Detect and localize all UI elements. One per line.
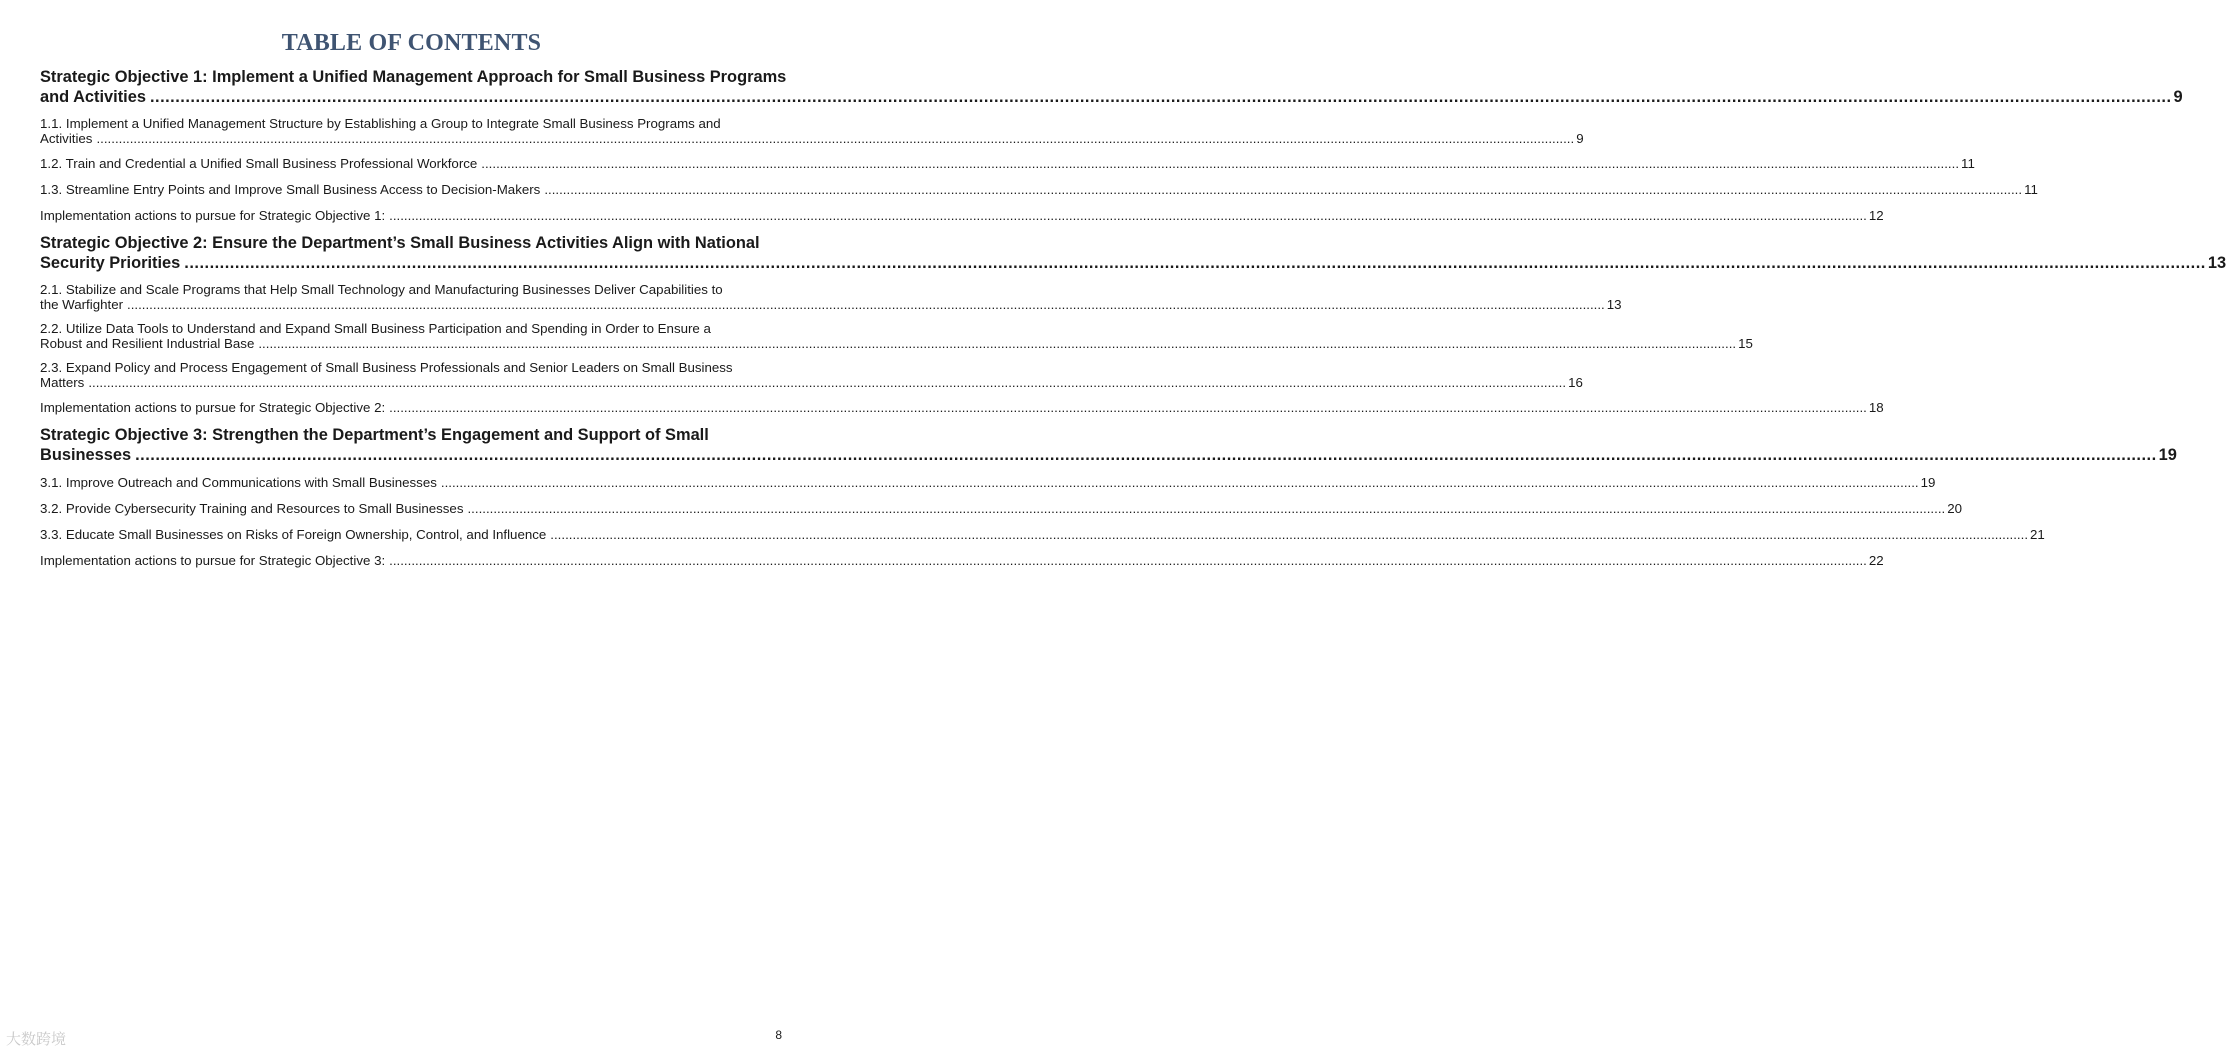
toc-title: TABLE OF CONTENTS — [281, 30, 542, 56]
dot-leader: ................................................................................................................................................................................................................................................................................................................................................................................................................ — [467, 501, 1946, 516]
dot-leader: ................................................................................................................................................................................................................................................................................................................................................................................................................ — [258, 336, 1737, 351]
dot-leader: ................................................................................................................................................................................................................................................................................................................................................................................................................ — [96, 131, 1575, 146]
toc-entry-title: Security Priorities — [40, 254, 181, 272]
toc-entry-page-number: 19 — [2158, 446, 2177, 464]
toc-entry-title-line1: Strategic Objective 3: Strengthen the Department’s Engagement and Support of Small — [40, 426, 709, 444]
toc-entry-objective[interactable] — [40, 67, 2183, 107]
dot-leader: ................................................................................................................................................................................................................................................................................................................................................................................................................ — [544, 182, 2023, 197]
toc-entry-section[interactable] — [40, 155, 1975, 172]
toc-entry-page-number: 11 — [2024, 182, 2038, 197]
toc-entry-title: 3.3. Educate Small Businesses on Risks of Foreign Ownership, Control, and Influence — [40, 527, 547, 542]
toc-list — [40, 67, 2226, 569]
dot-leader: ................................................................................................................................................................................................................................................................................................................................................................................................................ — [88, 375, 1567, 390]
toc-entry-title: Activities — [40, 131, 93, 146]
toc-entry-page-number: 20 — [1947, 501, 1963, 516]
dot-leader: ................................................................................................................................................................................................................................................................................................................................................................................................................ — [481, 156, 1960, 171]
dot-leader: ................................................................................................................................................................................................................................................................................................................................................................................................................ — [127, 297, 1605, 312]
toc-entry-title: Implementation actions to pursue for Strategic Objective 2: — [40, 400, 386, 415]
dot-leader: ................................................................................................................................................................................................................................................................................................................................................................................................................ — [135, 446, 2157, 464]
toc-entry-section[interactable] — [40, 181, 2038, 198]
toc-entry-title: Matters — [40, 375, 85, 390]
toc-entry-title: Implementation actions to pursue for Strategic Objective 3: — [40, 553, 386, 568]
toc-entry-title: 3.1. Improve Outreach and Communications with Small Businesses — [40, 475, 437, 490]
toc-entry-objective[interactable] — [40, 425, 2177, 465]
toc-entry-page-number: 13 — [1606, 297, 1622, 312]
toc-entry-section[interactable] — [40, 282, 1622, 312]
toc-page — [40, 30, 2226, 569]
dot-leader: ................................................................................................................................................................................................................................................................................................................................................................................................................ — [149, 88, 2172, 106]
toc-entry-title: the Warfighter — [40, 297, 124, 312]
toc-entry-title: 3.2. Provide Cybersecurity Training and Resources to Small Businesses — [40, 501, 464, 516]
dot-leader: ................................................................................................................................................................................................................................................................................................................................................................................................................ — [389, 208, 1867, 223]
page-number: 8 — [775, 1028, 782, 1042]
toc-entry-page-number: 11 — [1961, 156, 1975, 171]
toc-entry-title-line1: 2.1. Stabilize and Scale Programs that Help Small Technology and Manufacturing Businesses Deliver Capabilities to — [40, 282, 723, 297]
toc-entry-section[interactable] — [40, 116, 1584, 146]
toc-entry-page-number: 19 — [1920, 475, 1936, 490]
toc-entry-page-number: 13 — [2207, 254, 2226, 272]
toc-entry-page-number: 22 — [1868, 553, 1884, 568]
toc-entry-section[interactable] — [40, 399, 1884, 416]
toc-entry-page-number: 21 — [2030, 527, 2045, 542]
toc-entry-objective[interactable] — [40, 233, 2226, 273]
dot-leader: ................................................................................................................................................................................................................................................................................................................................................................................................................ — [389, 553, 1867, 568]
toc-entry-page-number: 18 — [1868, 400, 1884, 415]
toc-entry-section[interactable] — [40, 552, 1884, 569]
toc-entry-title-line1: 2.2. Utilize Data Tools to Understand and Expand Small Business Participation and Spending in Order to Ensure a — [40, 321, 711, 336]
toc-entry-section[interactable] — [40, 360, 1583, 390]
toc-entry-page-number: 16 — [1568, 375, 1583, 390]
watermark: 大数跨境 — [6, 1030, 67, 1048]
dot-leader: ................................................................................................................................................................................................................................................................................................................................................................................................................ — [550, 527, 2029, 542]
toc-entry-title: 1.3. Streamline Entry Points and Improve Small Business Access to Decision-Makers — [40, 182, 541, 197]
dot-leader: ................................................................................................................................................................................................................................................................................................................................................................................................................ — [184, 254, 2206, 272]
toc-entry-section[interactable] — [40, 321, 1753, 351]
toc-entry-page-number: 9 — [2173, 88, 2183, 106]
toc-entry-section[interactable] — [40, 500, 1963, 517]
toc-entry-title: and Activities — [40, 88, 146, 106]
toc-entry-title-line1: Strategic Objective 1: Implement a Unified Management Approach for Small Business Programs — [40, 68, 787, 86]
toc-entry-page-number: 12 — [1868, 208, 1884, 223]
toc-entry-section[interactable] — [40, 526, 2045, 543]
toc-entry-title-line1: Strategic Objective 2: Ensure the Department’s Small Business Activities Align with National — [40, 234, 760, 252]
toc-entry-title-line1: 2.3. Expand Policy and Process Engagement of Small Business Professionals and Senior Leaders on Small Business — [40, 360, 733, 375]
toc-entry-title-line1: 1.1. Implement a Unified Management Structure by Establishing a Group to Integrate Small Business Programs and — [40, 116, 721, 131]
toc-entry-title: 1.2. Train and Credential a Unified Small Business Professional Workforce — [40, 156, 478, 171]
toc-entry-title: Implementation actions to pursue for Strategic Objective 1: — [40, 208, 386, 223]
dot-leader: ................................................................................................................................................................................................................................................................................................................................................................................................................ — [440, 475, 1919, 490]
toc-entry-section[interactable] — [40, 207, 1884, 224]
toc-entry-title: Businesses — [40, 446, 132, 464]
dot-leader: ................................................................................................................................................................................................................................................................................................................................................................................................................ — [389, 400, 1867, 415]
toc-entry-page-number: 9 — [1576, 131, 1584, 146]
toc-entry-title: Robust and Resilient Industrial Base — [40, 336, 255, 351]
toc-entry-section[interactable] — [40, 474, 1936, 491]
toc-entry-page-number: 15 — [1738, 336, 1753, 351]
